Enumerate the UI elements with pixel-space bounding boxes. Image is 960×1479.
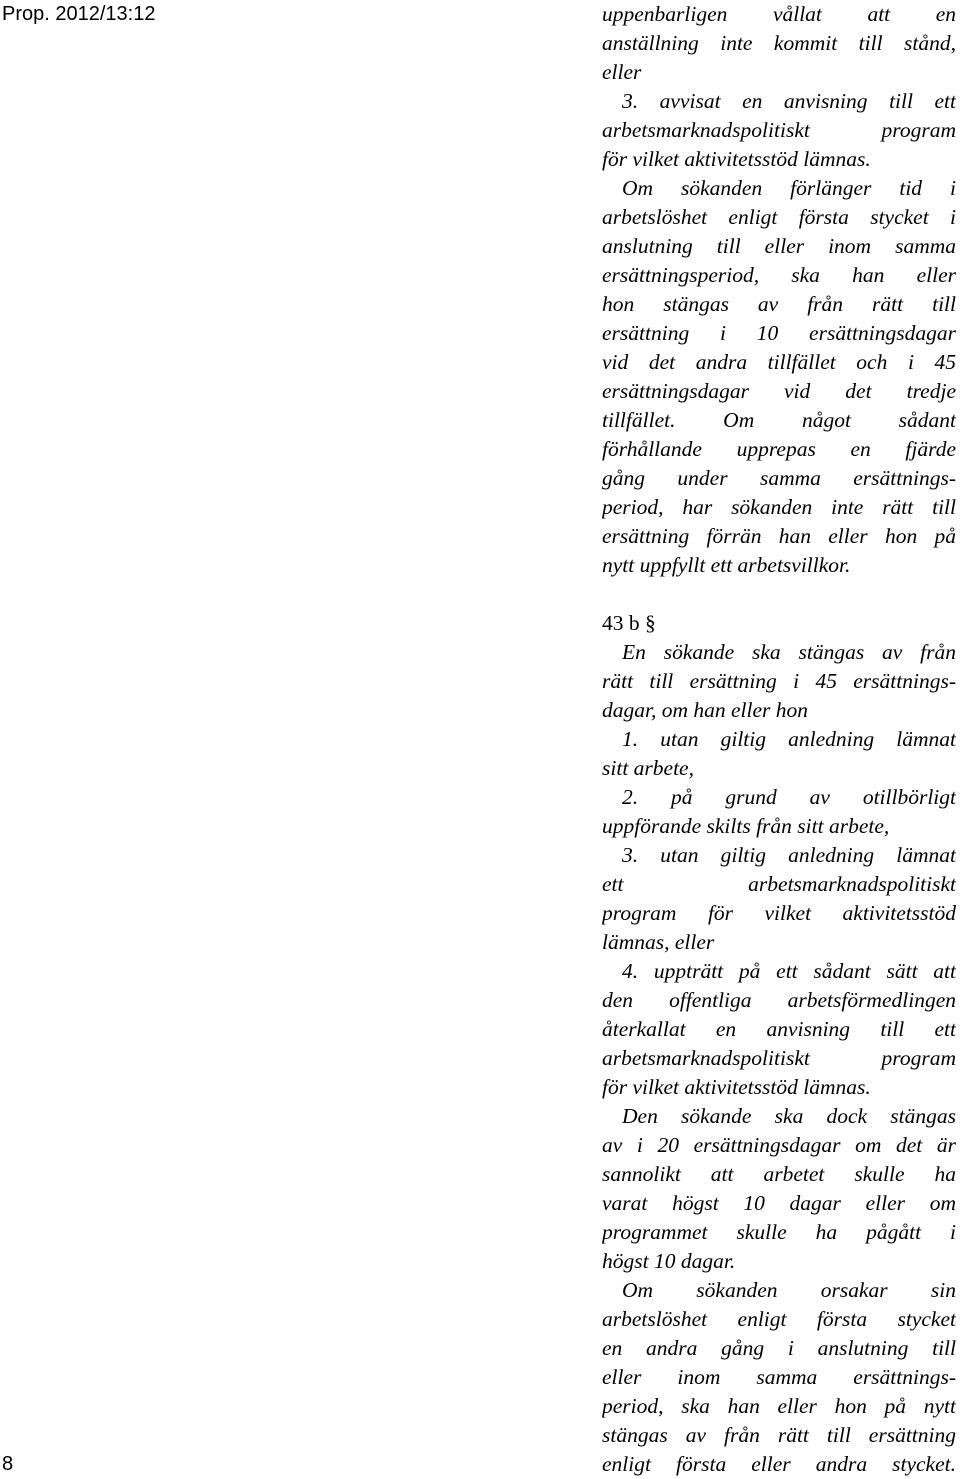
text-line: lämnas, eller — [602, 930, 715, 954]
text-line: program för vilket aktivitetsstöd — [602, 901, 956, 925]
text-line: eller — [602, 60, 642, 84]
text-line: period, ska han eller hon på nytt — [602, 1394, 956, 1418]
page-number: 8 — [2, 1453, 14, 1475]
text-line: 3. avvisat en anvisning till ett — [622, 89, 956, 113]
text-line: en andra gång i anslutning till — [602, 1336, 956, 1360]
text-line: sannolikt att arbetet skulle ha — [602, 1162, 956, 1186]
text-line: ersättningsdagar vid det tredje — [602, 379, 956, 403]
text-line: för vilket aktivitetsstöd lämnas. — [602, 147, 871, 171]
text-line: arbetsmarknadspolitiskt program — [602, 118, 956, 142]
text-line: för vilket aktivitetsstöd lämnas. — [602, 1075, 871, 1099]
text-line: återkallat en anvisning till ett — [602, 1017, 956, 1041]
text-line: dagar, om han eller hon — [602, 698, 809, 722]
text-line: 1. utan giltig anledning lämnat — [622, 727, 956, 751]
text-line: vid det andra tillfället och i 45 — [602, 350, 956, 374]
text-line: enligt första eller andra stycket. — [602, 1452, 956, 1476]
text-line: ersättning förrän han eller hon på — [602, 524, 956, 548]
text-line: Den sökande ska dock stängas — [622, 1104, 956, 1128]
text-line: arbetslöshet enligt första stycket i — [602, 205, 956, 229]
text-line: 3. utan giltig anledning lämnat — [622, 843, 956, 867]
text-line: ersättningsperiod, ska han eller — [602, 263, 956, 287]
text-line: högst 10 dagar. — [602, 1249, 736, 1273]
text-line: uppförande skilts från sitt arbete, — [602, 814, 890, 838]
text-line: nytt uppfyllt ett arbetsvillkor. — [602, 553, 851, 577]
text-line: förhållande upprepas en fjärde — [602, 437, 956, 461]
text-line: hon stängas av från rätt till — [602, 292, 956, 316]
text-line: varat högst 10 dagar eller om — [602, 1191, 956, 1215]
text-line: arbetsmarknadspolitiskt program — [602, 1046, 956, 1070]
text-line: sitt arbete, — [602, 756, 694, 780]
section-heading: 43 b § — [602, 611, 656, 635]
text-line: tillfället. Om något sådant — [602, 408, 956, 432]
text-line: period, har sökanden inte rätt till — [602, 495, 956, 519]
text-line: programmet skulle ha pågått i — [602, 1220, 956, 1244]
text-line: stängas av från rätt till ersättning — [602, 1423, 956, 1447]
text-line: En sökande ska stängas av från — [622, 640, 956, 664]
text-line: Om sökanden förlänger tid i — [622, 176, 956, 200]
text-line: anställning inte kommit till stånd, — [602, 31, 956, 55]
document-reference: Prop. 2012/13:12 — [2, 3, 156, 25]
text-line: 4. uppträtt på ett sådant sätt att — [622, 959, 956, 983]
text-line: rätt till ersättning i 45 ersättnings- — [602, 669, 956, 693]
text-line: gång under samma ersättnings- — [602, 466, 956, 490]
text-line: den offentliga arbetsförmedlingen — [602, 988, 956, 1012]
text-line: uppenbarligen vållat att en — [602, 2, 956, 26]
text-line: eller inom samma ersättnings- — [602, 1365, 956, 1389]
text-line: ersättning i 10 ersättningsdagar — [602, 321, 956, 345]
text-line: arbetslöshet enligt första stycket — [602, 1307, 956, 1331]
text-line: 2. på grund av otillbörligt — [622, 785, 956, 809]
text-line: ett arbetsmarknadspolitiskt — [602, 872, 956, 896]
text-line: anslutning till eller inom samma — [602, 234, 956, 258]
text-line: av i 20 ersättningsdagar om det är — [602, 1133, 956, 1157]
text-line: Om sökanden orsakar sin — [622, 1278, 956, 1302]
